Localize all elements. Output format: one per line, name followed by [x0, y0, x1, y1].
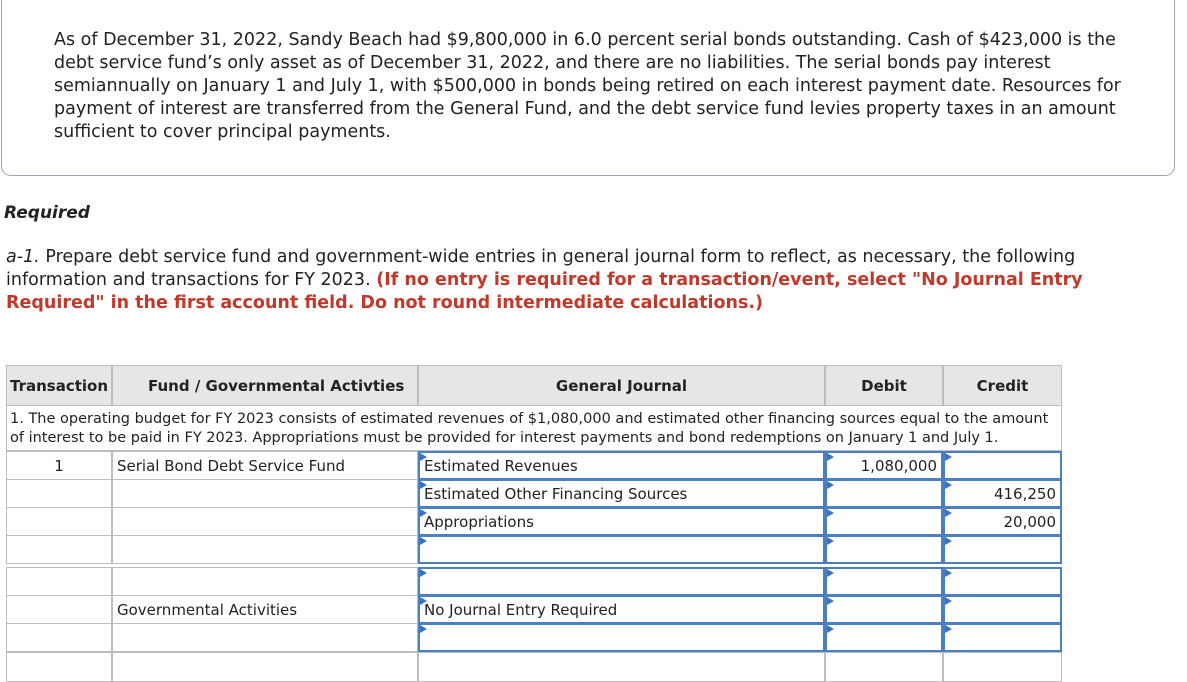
account-select[interactable]: Appropriations — [418, 507, 825, 536]
debit-input[interactable] — [825, 507, 943, 536]
transaction-cell: 1 — [6, 451, 112, 480]
field-marker-icon — [945, 537, 952, 545]
field-marker-icon — [827, 481, 834, 489]
account-cell — [418, 652, 825, 682]
fund-cell — [112, 623, 418, 652]
transaction-cell — [6, 652, 112, 682]
fund-cell: Serial Bond Debt Service Fund — [112, 451, 418, 480]
fund-cell — [112, 479, 418, 508]
field-marker-icon — [945, 625, 952, 633]
instruction-note: (If no entry is required for a transaction/event, select "No Journal Entry Required" in the first account field. Do not round intermediate calculations.) — [6, 270, 1083, 313]
debit-input[interactable] — [825, 479, 943, 508]
required-heading: Required — [4, 203, 90, 223]
dropdown-marker-icon — [420, 569, 427, 577]
header-transaction: Transaction — [6, 365, 112, 406]
header-fund: Fund / Governmental Activties — [112, 365, 418, 406]
field-marker-icon — [827, 509, 834, 517]
account-select[interactable] — [418, 535, 825, 564]
debit-input[interactable] — [825, 567, 943, 596]
transaction-cell — [6, 567, 112, 596]
field-marker-icon — [827, 537, 834, 545]
fund-cell — [112, 507, 418, 536]
account-select[interactable]: Estimated Revenues — [418, 451, 825, 480]
field-marker-icon — [827, 453, 834, 461]
transaction-cell — [6, 507, 112, 536]
transaction-cell — [6, 623, 112, 652]
header-debit: Debit — [825, 365, 943, 406]
field-marker-icon — [945, 569, 952, 577]
field-marker-icon — [827, 569, 834, 577]
header-credit: Credit — [943, 365, 1062, 406]
debit-input[interactable] — [825, 623, 943, 652]
field-marker-icon — [827, 597, 834, 605]
credit-input[interactable]: 20,000 — [943, 507, 1062, 536]
credit-input[interactable]: 416,250 — [943, 479, 1062, 508]
credit-input[interactable] — [943, 623, 1062, 652]
account-select[interactable]: Estimated Other Financing Sources — [418, 479, 825, 508]
header-general-journal: General Journal — [418, 365, 825, 406]
field-marker-icon — [827, 625, 834, 633]
credit-cell — [943, 652, 1062, 682]
field-marker-icon — [945, 597, 952, 605]
fund-cell — [112, 652, 418, 682]
debit-cell — [825, 652, 943, 682]
account-select[interactable] — [418, 567, 825, 596]
dropdown-marker-icon — [420, 625, 427, 633]
dropdown-marker-icon — [420, 481, 427, 489]
credit-input[interactable] — [943, 535, 1062, 564]
field-marker-icon — [945, 453, 952, 461]
credit-input[interactable] — [943, 595, 1062, 624]
fund-cell — [112, 567, 418, 596]
transaction-cell — [6, 479, 112, 508]
fund-cell: Governmental Activities — [112, 595, 418, 624]
credit-input[interactable] — [943, 567, 1062, 596]
fund-cell — [112, 535, 418, 564]
account-select[interactable] — [418, 623, 825, 652]
transaction-cell — [6, 595, 112, 624]
debit-input[interactable]: 1,080,000 — [825, 451, 943, 480]
dropdown-marker-icon — [420, 537, 427, 545]
instruction-label: a-1. — [6, 247, 40, 267]
field-marker-icon — [945, 481, 952, 489]
account-select[interactable]: No Journal Entry Required — [418, 595, 825, 624]
dropdown-marker-icon — [420, 453, 427, 461]
debit-input[interactable] — [825, 595, 943, 624]
instruction — [6, 246, 1176, 315]
event-description: 1. The operating budget for FY 2023 consists of estimated revenues of $1,080,000 and estimated other financing sources equal to the amount of interest to be paid in FY 2023. Appropriations must be provided for interest payments and bond redemptions on January 1 and July 1. — [6, 406, 1062, 451]
field-marker-icon — [945, 509, 952, 517]
transaction-cell — [6, 535, 112, 564]
instruction-text: Prepare debt service fund and government-wide entries in general journal form to reflect, as necessary, the following information and transactions for FY 2023. — [6, 247, 1076, 290]
scenario-text: As of December 31, 2022, Sandy Beach had $9,800,000 in 6.0 percent serial bonds outstanding. Cash of $423,000 is the debt service fund’s only asset as of December 31, 2022, and there are no liabilities. The serial bonds pay interest semiannually on January 1 and July 1, with $500,000 in bonds being retired on each interest payment date. Resources for payment of interest are transferred from the General Fund, and the debt service fund levies property taxes in an amount sufficient to cover principal payments. — [54, 30, 1121, 142]
dropdown-marker-icon — [420, 509, 427, 517]
debit-input[interactable] — [825, 535, 943, 564]
credit-input[interactable] — [943, 451, 1062, 480]
dropdown-marker-icon — [420, 597, 427, 605]
